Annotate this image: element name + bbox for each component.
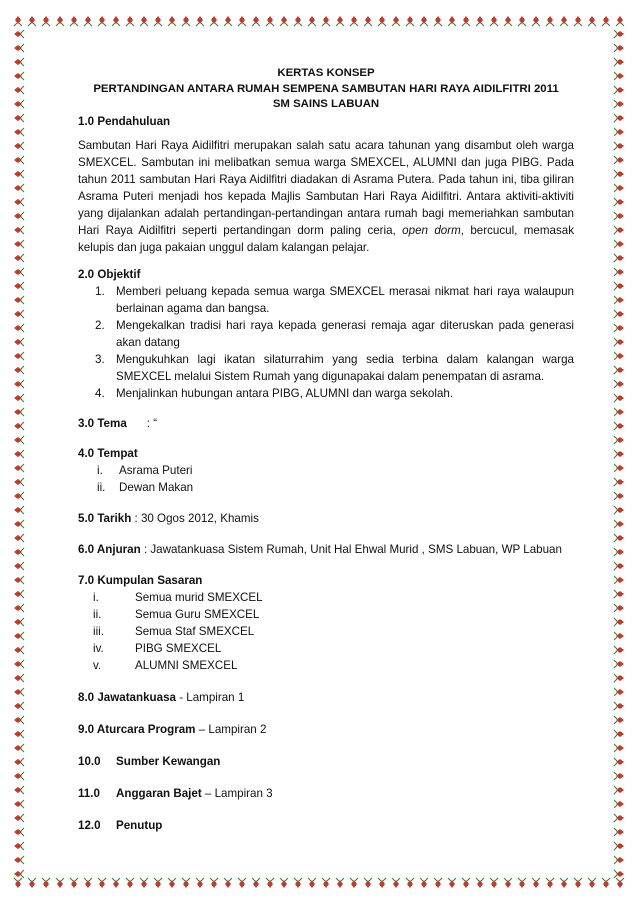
- border-motif: [614, 408, 624, 416]
- paragraph-text-a: Sambutan Hari Raya Aidilfitri merupakan salah satu acara tahunan yang disambut oleh warga SMEXCEL. Sambutan ini melibatkan semua warga SMEXCEL, ALUMNI dan juga PIBG. Pada tahun 2011 sambutan Hari Raya Aidilfitri diadakan di Asrama Putera. Pada tahun ini, tiba giliran Asrama Puteri menjadi hos kepada Majlis Sambutan Hari Raya Aidilfitri. Antara aktiviti-aktiviti yang dijalankan adalah pertandingan-pertandingan antara rumah bagi memeriahkan sambutan Hari Raya Aidilfitri seperti pertandingan dorm paling ceria,: [78, 138, 574, 237]
- border-motif: [614, 226, 624, 234]
- section-5-heading: 5.0 Tarikh: [78, 511, 132, 525]
- border-motif: [614, 184, 624, 192]
- border-motif: [364, 878, 372, 888]
- border-motif: [322, 878, 330, 888]
- border-motif: [14, 786, 24, 794]
- border-motif: [14, 674, 24, 682]
- border-motif: [406, 878, 414, 888]
- border-motif: [574, 16, 582, 26]
- border-motif: [210, 878, 218, 888]
- venue-item: i. Asrama Puteri: [97, 463, 193, 477]
- border-motif: [266, 878, 274, 888]
- border-motif: [336, 878, 344, 888]
- border-motif: [614, 688, 624, 696]
- border-motif: [98, 16, 106, 26]
- border-motif: [532, 16, 540, 26]
- border-motif: [14, 212, 24, 220]
- border-motif: [14, 534, 24, 542]
- border-motif: [614, 254, 624, 262]
- organizer-value: : Jawatankuasa Sistem Rumah, Unit Hal Ehwal Murid , SMS Labuan, WP Labuan: [140, 542, 562, 556]
- border-motif: [546, 16, 554, 26]
- border-motif: [490, 16, 498, 26]
- target-group-item: iii. Semua Staf SMEXCEL: [93, 624, 255, 638]
- border-motif: [614, 492, 624, 500]
- committee-value: - Lampiran 1: [175, 690, 245, 704]
- border-motif: [448, 16, 456, 26]
- border-motif: [14, 772, 24, 780]
- border-motif: [614, 828, 624, 836]
- border-motif: [14, 604, 24, 612]
- border-motif: [238, 878, 246, 888]
- border-motif: [14, 520, 24, 528]
- border-motif: [14, 268, 24, 276]
- border-motif: [140, 878, 148, 888]
- border-motif: [14, 184, 24, 192]
- border-motif: [126, 16, 134, 26]
- border-motif: [614, 576, 624, 584]
- border-motif: [154, 16, 162, 26]
- border-motif: [14, 548, 24, 556]
- border-motif: [14, 660, 24, 668]
- section-10: [78, 753, 574, 770]
- border-motif: [14, 814, 24, 822]
- border-motif: [588, 16, 596, 26]
- border-motif: [42, 16, 50, 26]
- border-motif: [14, 646, 24, 654]
- border-motif: [614, 800, 624, 808]
- border-motif: [14, 198, 24, 206]
- border-motif: [14, 800, 24, 808]
- border-motif: [56, 878, 64, 888]
- border-motif: [196, 878, 204, 888]
- border-motif: [560, 878, 568, 888]
- section-4-heading: 4.0 Tempat: [78, 446, 138, 460]
- border-motif: [42, 878, 50, 888]
- border-motif: [614, 464, 624, 472]
- border-motif: [614, 562, 624, 570]
- border-motif: [614, 590, 624, 598]
- theme-value: : “: [146, 416, 158, 430]
- border-motif: [462, 878, 470, 888]
- border-motif: [614, 86, 624, 94]
- target-group-list: [78, 589, 574, 674]
- section-6-heading: 6.0 Anjuran: [78, 542, 141, 556]
- border-motif: [14, 856, 24, 864]
- border-motif: [392, 16, 400, 26]
- border-motif: [504, 878, 512, 888]
- title-line-3: SM SAINS LABUAN: [272, 98, 380, 110]
- border-motif: [14, 408, 24, 416]
- border-motif: [168, 878, 176, 888]
- section-8-heading: 8.0 Jawatankuasa: [78, 690, 176, 704]
- title-line-1: KERTAS KONSEP: [277, 67, 375, 79]
- border-motif: [280, 878, 288, 888]
- border-motif: [14, 128, 24, 136]
- border-motif: [614, 128, 624, 136]
- section-1-heading: 1.0 Pendahuluan: [78, 114, 171, 128]
- border-motif: [14, 16, 22, 26]
- border-motif: [14, 870, 24, 878]
- border-motif: [280, 16, 288, 26]
- border-motif: [14, 72, 24, 80]
- section-10-heading: Sumber Kewangan: [116, 754, 221, 768]
- border-motif: [614, 758, 624, 766]
- border-motif: [614, 604, 624, 612]
- objective-item: 2. Mengekalkan tradisi hari raya kepada generasi remaja agar diteruskan pada generasi akan datang: [95, 318, 574, 349]
- border-motif: [14, 100, 24, 108]
- border-motif: [616, 16, 624, 26]
- border-motif: [420, 16, 428, 26]
- border-motif: [70, 878, 78, 888]
- border-motif: [14, 170, 24, 178]
- border-motif: [14, 744, 24, 752]
- border-motif: [350, 16, 358, 26]
- border-motif: [614, 534, 624, 542]
- border-motif: [614, 702, 624, 710]
- border-motif: [210, 16, 218, 26]
- border-motif: [14, 142, 24, 150]
- border-motif: [614, 716, 624, 724]
- border-motif: [84, 16, 92, 26]
- border-motif: [126, 878, 134, 888]
- border-motif: [614, 730, 624, 738]
- border-motif: [14, 590, 24, 598]
- border-motif: [14, 30, 24, 38]
- venue-list: [78, 462, 574, 496]
- border-motif: [614, 366, 624, 374]
- border-motif: [614, 156, 624, 164]
- border-motif: [14, 282, 24, 290]
- objective-item: 1. Memberi peluang kepada semua warga SMEXCEL merasai nikmat hari raya walaupun berlainan agama dan bangsa.: [95, 284, 574, 315]
- border-motif: [462, 16, 470, 26]
- border-motif: [614, 870, 624, 878]
- border-motif: [70, 16, 78, 26]
- border-motif: [112, 878, 120, 888]
- border-motif: [14, 226, 24, 234]
- document-title: [78, 66, 574, 113]
- border-motif: [14, 366, 24, 374]
- border-motif: [140, 16, 148, 26]
- venue-item: ii. Dewan Makan: [97, 480, 194, 494]
- border-motif: [14, 324, 24, 332]
- border-motif: [14, 338, 24, 346]
- border-motif: [14, 450, 24, 458]
- border-motif: [614, 856, 624, 864]
- border-motif: [614, 352, 624, 360]
- border-motif: [614, 100, 624, 108]
- section-7-heading: 7.0 Kumpulan Sasaran: [78, 573, 203, 587]
- border-motif: [614, 422, 624, 430]
- border-motif: [602, 16, 610, 26]
- section-6: [78, 541, 574, 558]
- section-11: [78, 785, 574, 802]
- target-group-item: v. ALUMNI SMEXCEL: [93, 658, 238, 672]
- budget-value: – Lampiran 3: [201, 786, 273, 800]
- border-motif: [614, 744, 624, 752]
- border-motif: [14, 422, 24, 430]
- border-motif: [434, 878, 442, 888]
- border-motif: [614, 30, 624, 38]
- border-motif: [614, 646, 624, 654]
- section-5: [78, 510, 574, 527]
- target-group-item: i. Semua murid SMEXCEL: [93, 590, 263, 604]
- border-motif: [574, 878, 582, 888]
- border-motif: [518, 878, 526, 888]
- border-motif: [614, 114, 624, 122]
- border-motif: [98, 878, 106, 888]
- border-motif: [14, 702, 24, 710]
- border-motif: [14, 58, 24, 66]
- paragraph-text-b: , bercucul, memasak kelupis dan juga pakaian unggul dalam kalangan pelajar.: [78, 223, 574, 254]
- border-motif: [294, 16, 302, 26]
- border-motif: [560, 16, 568, 26]
- border-motif: [614, 296, 624, 304]
- border-motif: [588, 878, 596, 888]
- border-motif: [614, 842, 624, 850]
- border-motif: [14, 310, 24, 318]
- border-motif: [476, 878, 484, 888]
- objective-item: 4. Menjalinkan hubungan antara PIBG, ALUMNI dan warga sekolah.: [95, 386, 454, 400]
- program-value: – Lampiran 2: [195, 722, 267, 736]
- border-motif: [28, 878, 36, 888]
- border-motif: [614, 506, 624, 514]
- objective-item: 3. Mengukuhkan lagi ikatan silaturrahim yang sedia terbina dalam kalangan warga SMEXCEL melalui Sistem Rumah yang digunapakai dalam penempatan di asrama.: [95, 352, 574, 383]
- section-3: [78, 415, 574, 432]
- border-motif: [14, 296, 24, 304]
- border-motif: [238, 16, 246, 26]
- date-value: : 30 Ogos 2012, Khamis: [131, 511, 259, 525]
- border-motif: [364, 16, 372, 26]
- section-9-heading: 9.0 Aturcara Program: [78, 722, 196, 736]
- border-motif: [14, 576, 24, 584]
- paragraph-emphasis: open dorm: [402, 223, 461, 237]
- border-motif: [614, 324, 624, 332]
- border-motif: [14, 86, 24, 94]
- border-motif: [614, 660, 624, 668]
- section-10-number: 10.0: [78, 754, 101, 768]
- border-motif: [504, 16, 512, 26]
- border-motif: [614, 436, 624, 444]
- border-motif: [378, 878, 386, 888]
- border-motif: [14, 842, 24, 850]
- section-8: [78, 689, 574, 706]
- section-12-heading: Penutup: [116, 818, 163, 832]
- border-motif: [14, 828, 24, 836]
- border-motif: [614, 268, 624, 276]
- border-motif: [14, 506, 24, 514]
- border-motif: [14, 352, 24, 360]
- border-motif: [490, 878, 498, 888]
- border-motif: [14, 688, 24, 696]
- border-motif: [308, 878, 316, 888]
- border-motif: [476, 16, 484, 26]
- border-motif: [614, 478, 624, 486]
- border-motif: [420, 878, 428, 888]
- border-motif: [14, 562, 24, 570]
- border-motif: [14, 436, 24, 444]
- border-motif: [154, 878, 162, 888]
- border-motif: [336, 16, 344, 26]
- border-motif: [614, 772, 624, 780]
- border-motif: [614, 548, 624, 556]
- border-motif: [14, 478, 24, 486]
- border-motif: [252, 878, 260, 888]
- border-motif: [614, 212, 624, 220]
- border-motif: [614, 44, 624, 52]
- border-motif: [614, 520, 624, 528]
- border-motif: [182, 16, 190, 26]
- border-motif: [14, 758, 24, 766]
- border-motif: [614, 450, 624, 458]
- border-motif: [14, 492, 24, 500]
- border-motif: [614, 380, 624, 388]
- border-motif: [14, 254, 24, 262]
- border-motif: [14, 716, 24, 724]
- border-motif: [602, 878, 610, 888]
- border-motif: [434, 16, 442, 26]
- section-12: [78, 817, 574, 834]
- border-motif: [14, 618, 24, 626]
- border-motif: [14, 156, 24, 164]
- border-motif: [350, 878, 358, 888]
- border-motif: [518, 16, 526, 26]
- border-motif: [14, 114, 24, 122]
- border-motif: [224, 16, 232, 26]
- border-motif: [14, 464, 24, 472]
- border-motif: [614, 632, 624, 640]
- section-11-number: 11.0: [78, 786, 100, 800]
- border-motif: [616, 878, 624, 888]
- border-motif: [294, 878, 302, 888]
- border-motif: [14, 632, 24, 640]
- border-motif: [112, 16, 120, 26]
- border-motif: [322, 16, 330, 26]
- objective-list: [78, 283, 574, 402]
- border-motif: [406, 16, 414, 26]
- border-motif: [378, 16, 386, 26]
- target-group-item: iv. PIBG SMEXCEL: [93, 641, 222, 655]
- section-11-heading: Anggaran Bajet: [116, 786, 202, 800]
- border-motif: [14, 394, 24, 402]
- border-motif: [14, 730, 24, 738]
- border-motif: [14, 44, 24, 52]
- border-motif: [392, 878, 400, 888]
- target-group-item: ii. Semua Guru SMEXCEL: [93, 607, 260, 621]
- border-motif: [614, 170, 624, 178]
- border-motif: [614, 394, 624, 402]
- border-motif: [614, 814, 624, 822]
- border-motif: [546, 878, 554, 888]
- border-motif: [84, 878, 92, 888]
- border-motif: [614, 310, 624, 318]
- border-motif: [266, 16, 274, 26]
- border-motif: [308, 16, 316, 26]
- section-1-paragraph: [78, 137, 574, 256]
- border-motif: [532, 878, 540, 888]
- border-motif: [14, 878, 22, 888]
- border-motif: [614, 142, 624, 150]
- border-motif: [196, 16, 204, 26]
- border-motif: [614, 674, 624, 682]
- border-motif: [614, 72, 624, 80]
- border-motif: [28, 16, 36, 26]
- section-3-heading: 3.0 Tema: [78, 416, 127, 430]
- section-12-number: 12.0: [78, 818, 101, 832]
- border-motif: [614, 786, 624, 794]
- border-motif: [56, 16, 64, 26]
- border-motif: [614, 618, 624, 626]
- border-motif: [614, 338, 624, 346]
- border-motif: [168, 16, 176, 26]
- border-motif: [14, 240, 24, 248]
- border-motif: [614, 240, 624, 248]
- border-motif: [614, 58, 624, 66]
- border-motif: [448, 878, 456, 888]
- section-2-heading: 2.0 Objektif: [78, 267, 141, 281]
- border-motif: [224, 878, 232, 888]
- border-motif: [252, 16, 260, 26]
- border-motif: [614, 282, 624, 290]
- border-motif: [14, 380, 24, 388]
- border-motif: [614, 198, 624, 206]
- section-9: [78, 721, 574, 738]
- border-motif: [182, 878, 190, 888]
- title-line-2: PERTANDINGAN ANTARA RUMAH SEMPENA SAMBUTAN HARI RAYA AIDILFITRI 2011: [93, 82, 559, 95]
- document-body: [78, 66, 574, 834]
